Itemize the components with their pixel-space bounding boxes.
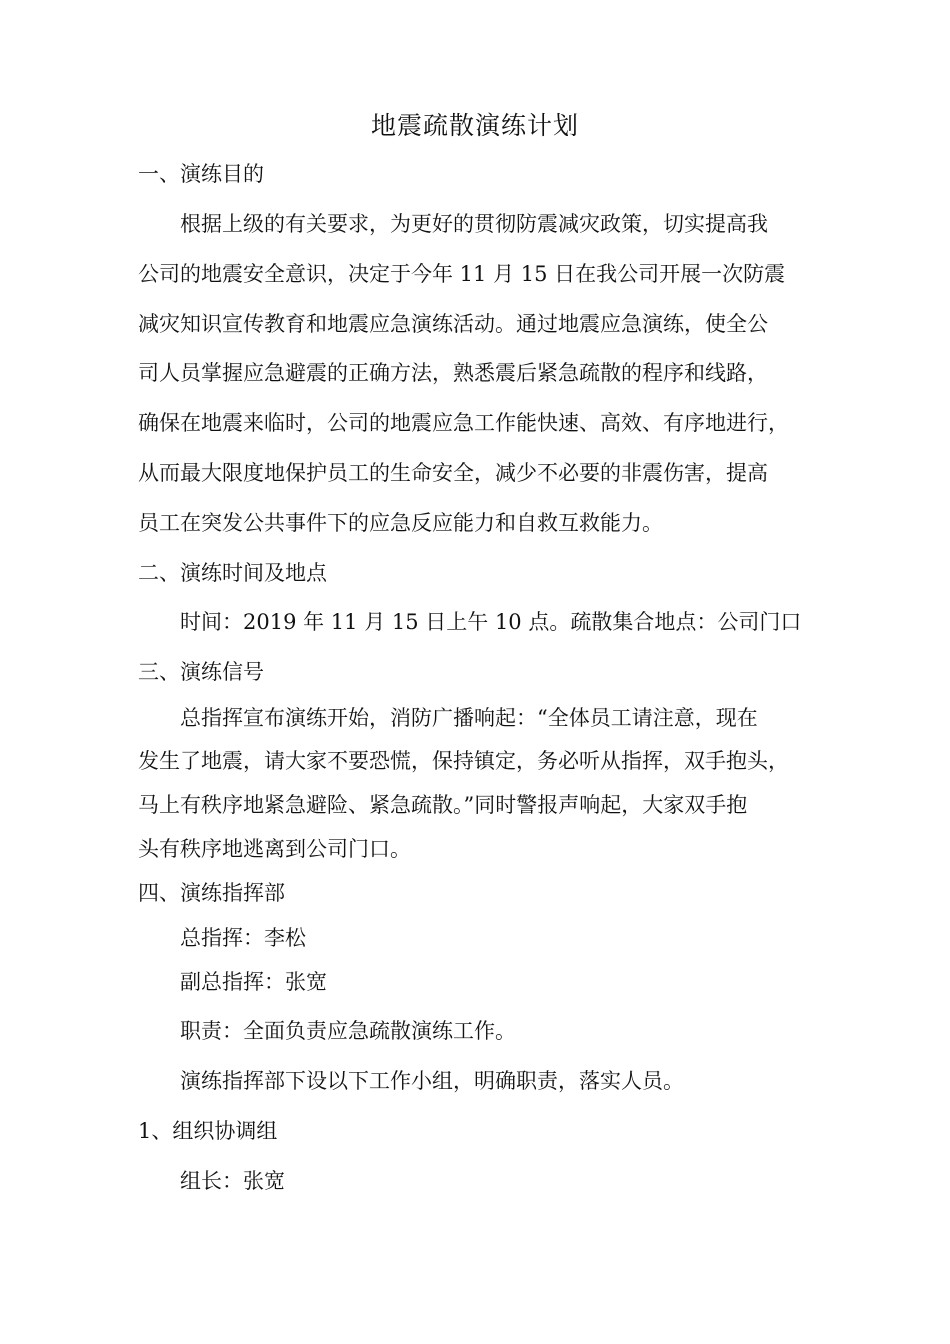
paragraph-line: 头有秩序地逃离到公司门口。 [138, 837, 411, 861]
paragraph-line: 总指挥宣布演练开始，消防广播响起：“全体员工请注意，现在 [180, 706, 758, 730]
paragraph-line: 马上有秩序地紧急避险、紧急疏散。”同时警报声响起，大家双手抱 [138, 793, 748, 817]
section-heading-signal: 三、演练信号 [138, 660, 264, 684]
paragraph-line: 演练指挥部下设以下工作小组，明确职责，落实人员。 [180, 1069, 684, 1093]
paragraph-line: 减灾知识宣传教育和地震应急演练活动。通过地震应急演练，使全公 [138, 312, 768, 336]
paragraph-line: 时间：2019 年 11 月 15 日上午 10 点。疏散集合地点：公司门口 [180, 610, 802, 634]
section-heading-purpose: 一、演练目的 [138, 162, 264, 186]
paragraph-line: 确保在地震来临时，公司的地震应急工作能快速、高效、有序地进行， [138, 411, 789, 435]
document-title: 地震疏散演练计划 [370, 111, 579, 140]
paragraph-line: 公司的地震安全意识，决定于今年 11 月 15 日在我公司开展一次防震 [138, 262, 786, 286]
paragraph-line: 员工在突发公共事件下的应急反应能力和自救互救能力。 [138, 511, 663, 535]
paragraph-line: 从而最大限度地保护员工的生命安全，减少不必要的非震伤害，提高 [138, 461, 768, 485]
paragraph-line: 司人员掌握应急避震的正确方法，熟悉震后紧急疏散的程序和线路， [138, 361, 768, 385]
section-heading-coordination-group: 1、组织协调组 [138, 1119, 278, 1143]
paragraph-line: 组长：张宽 [180, 1169, 285, 1193]
paragraph-line: 总指挥：李松 [180, 926, 306, 950]
section-heading-command: 四、演练指挥部 [138, 881, 285, 905]
paragraph-line: 根据上级的有关要求，为更好的贯彻防震减灾政策，切实提高我 [180, 212, 768, 236]
section-heading-time-place: 二、演练时间及地点 [138, 561, 327, 585]
paragraph-line: 副总指挥：张宽 [180, 970, 327, 994]
paragraph-line: 职责：全面负责应急疏散演练工作。 [180, 1019, 516, 1043]
paragraph-line: 发生了地震，请大家不要恐慌，保持镇定，务必听从指挥，双手抱头， [138, 749, 789, 773]
